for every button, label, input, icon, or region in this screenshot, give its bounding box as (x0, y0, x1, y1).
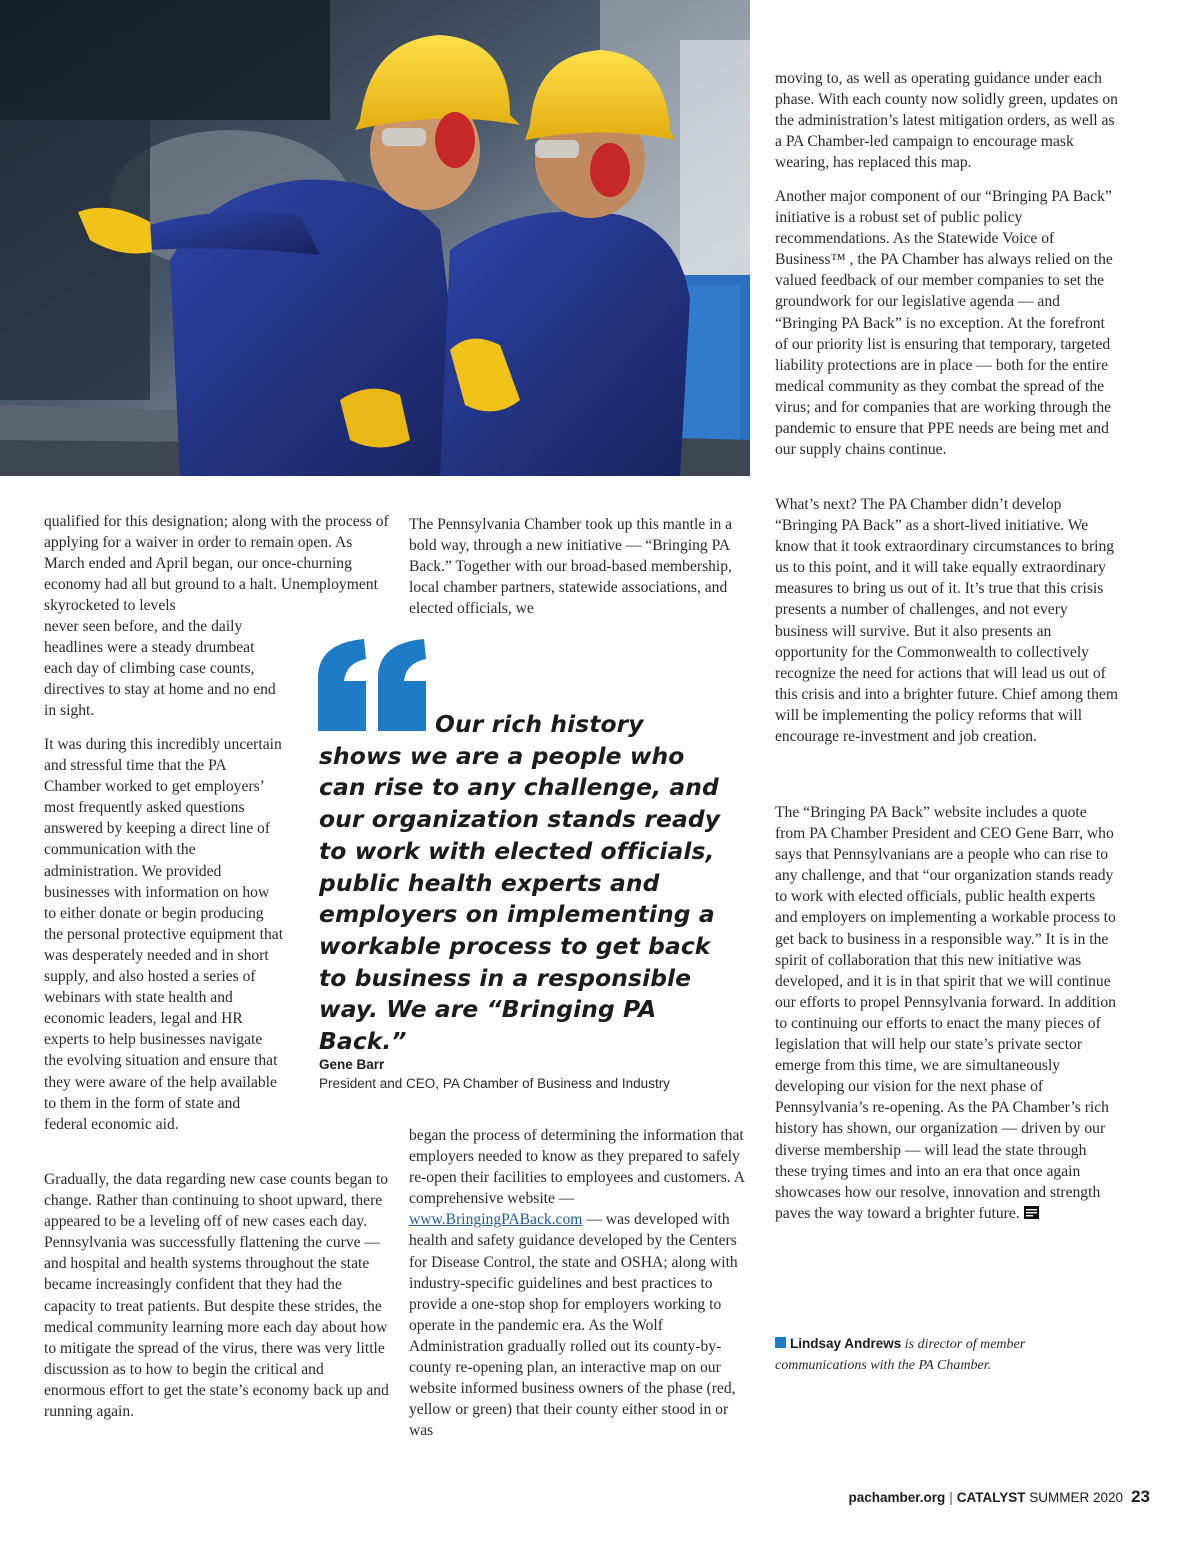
column3-paragraph1: moving to, as well as operating guidance under each phase. With each county now solidly green, updates on the administration’s latest mitigation orders, as well as a PA Chamber-led campaign to encourage mask wearing, has replaced this map. (775, 70, 1118, 172)
column1-paragraph2: It was during this incredibly uncertain and stressful time that the PA Chamber worked to get employers’ most frequently asked questions answered by keeping a direct line of communication with the administration. We provided businesses with information on how to either donate or begin producing the personal protective equipment that was desperately needed and in short supply, and also hosted a series of webinars with state health and economic leaders, legal and HR experts to help businesses navigate the evolving situation and ensure that they were aware of the help available to them in the form of state and federal economic aid. (44, 736, 284, 1133)
column1-paragraph1: qualified for this designation; along with the process of applying for a waiver in order to remain open. As March ended and April began, our once-churning economy had all but ground to a halt. Unemployment skyrocketed to levels (44, 513, 389, 615)
end-of-article-icon (1024, 1206, 1039, 1219)
pull-quote-text: Our rich history shows we are a people who can rise to any challenge, and our organization stands ready to work with elected officials, public health experts and employers on implementing a workable process to get back to business in a responsible way. We are “Bringing PA Back.” (319, 710, 721, 1056)
column3-paragraph4-text: The “Bringing PA Back” website includes a quote from PA Chamber President and CEO Gene Barr, who says that Pennsylvanians are a people who can rise to any challenge, and that “our organization stands ready to work with elected officials, public health experts and employers on implementing a workable process to get back to business in a responsible way.” It is in the spirit of collaboration that this new initiative was developed, and it is in that spirit that we will continue our efforts to propel Pennsylvania forward. In addition to continuing our efforts to enact the many pieces of legislation that will help our state’s private sector emerge from this time, we are simultaneously developing our vision for the next phase of Pennsylvania’s re-opening. As the PA Chamber’s rich history has shown, our organization — driven by our diverse membership — will lead the state through these trying times and into an era that once again showcases how our resolve, innovation and strength paves the way toward a brighter future. (775, 804, 1116, 1222)
column2-paragraph2-start: began the process of determining the information that employers needed to know as they prepared to safely re-open their facilities to employees and customers. A comprehensive website — (409, 1127, 745, 1208)
pull-quote-attribution-name: Gene Barr (319, 1057, 385, 1072)
pull-quote (316, 635, 736, 1105)
page-number: 23 (1131, 1487, 1150, 1506)
footer-site: pachamber.org (848, 1490, 946, 1505)
column1-paragraph1-continued: never seen before, and the daily headlines were a steady drumbeat each day of climbing case counts, directives to stay at home and no end in sight. (44, 618, 276, 720)
author-bio (775, 1333, 1105, 1376)
factory-workers-illustration (0, 0, 750, 476)
column2-paragraph1: The Pennsylvania Chamber took up this mantle in a bold way, through a new initiative — “Bringing PA Back.” Together with our broad-based membership, local chamber partners, statewide associations, and elected officials, we (409, 516, 733, 618)
pull-quote-attribution-title: President and CEO, PA Chamber of Business and Industry (319, 1076, 670, 1091)
footer-separator: | (949, 1490, 953, 1505)
footer-issue: SUMMER 2020 (1029, 1490, 1124, 1505)
column2-paragraph2 (409, 1125, 751, 1441)
column1-paragraph3: Gradually, the data regarding new case counts began to change. Rather than continuing to shoot upward, there appeared to be a leveling off of new cases each day. Pennsylvania was successfully flattening the curve — and hospital and health systems throughout the state became increasingly confident that they had the capacity to treat patients. But despite these strides, the medical community learning more each day about how to mitigate the spread of the virus, there was very little discussion as to how to begin the critical and enormous effort to get the state’s economy back up and running again. (44, 1171, 389, 1421)
column3-paragraph2: Another major component of our “Bringing PA Back” initiative is a robust set of public policy recommendations. As the Statewide Voice of Business™ , the PA Chamber has always relied on the valued feedback of our member companies to set the groundwork for our legislative agenda — and “Bringing PA Back” is no exception. At the forefront of our priority list is ensuring that temporary, targeted liability protections are in place — both for the entire medical community as they combat the spread of the virus; and for companies that are working through the pandemic to ensure that PPE needs are being met and our supply chains continue. (775, 188, 1113, 459)
column3-paragraph3: What’s next? The PA Chamber didn’t develop “Bringing PA Back” as a short-lived initiative. We know that it took extraordinary circumstances to bring us to this point, and it will take equally extraordinary measures to bring us out of it. It’s true that this crisis presents a number of challenges, and not every business will survive. But it also presents an opportunity for the Commonwealth to collectively recognize the need for actions that will lead us out of this crisis and into a brighter future. Chief among them will be implementing the policy reforms that will encourage re-investment and job creation. (775, 496, 1118, 746)
bio-square-icon (775, 1337, 786, 1348)
footer-magazine: CATALYST (956, 1490, 1026, 1505)
column2-paragraph2-end: — was developed with health and safety guidance developed by the Centers for Disease Control, the state and OSHA; along with industry-specific guidelines and best practices to provide a one-stop shop for employers working to operate in the pandemic era. As the Wolf Administration gradually rolled out its county-by-county re-opening plan, an interactive map on our website informed business owners of the phase (red, yellow or green) that their county either stood in or was (409, 1211, 738, 1440)
author-name: Lindsay Andrews (790, 1336, 902, 1351)
website-link[interactable]: www.BringingPABack.com (409, 1211, 583, 1229)
page-footer (848, 1487, 1150, 1507)
author-description: is director of member communications with the PA Chamber. (775, 1337, 1026, 1373)
column3-paragraph4 (775, 802, 1120, 1224)
header-photo (0, 0, 750, 476)
